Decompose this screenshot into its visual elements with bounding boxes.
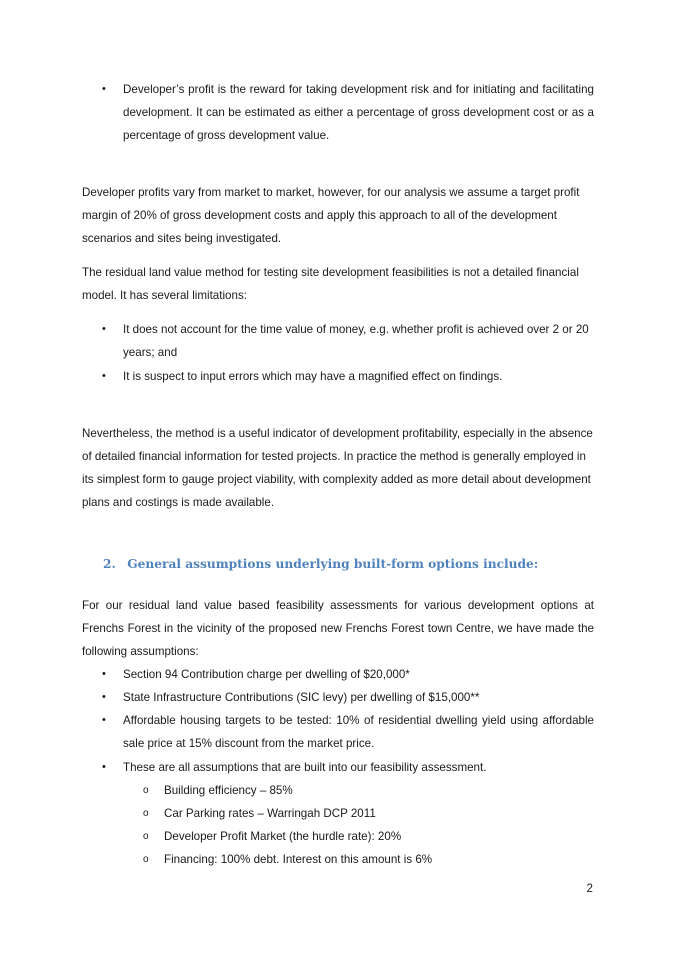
sub-bullet-building-efficiency <box>143 779 593 802</box>
section-title: General assumptions underlying built-form options include: <box>127 557 539 571</box>
bullet-text: Section 94 Contribution charge per dwelling of $20,000* <box>123 668 410 681</box>
bullet-sic-levy <box>82 686 594 709</box>
sub-bullet-text: Building efficiency – 85% <box>164 784 293 797</box>
bullet-icon: • <box>102 761 106 773</box>
bullet-icon: • <box>102 370 106 382</box>
sub-bullet-text: Car Parking rates – Warringah DCP 2011 <box>164 807 376 820</box>
paragraph-developer-profits: Developer profits vary from market to market, however, for our analysis we assume a target profit margin of 20% of gross development costs and apply this approach to all of the development scenarios and sites being investigated. <box>82 186 580 245</box>
bullet-built-in-assumptions <box>82 756 594 779</box>
paragraph-assumptions-intro: For our residual land value based feasibility assessments for various development options at Frenchs Forest in the vicinity of the proposed new Frenchs Forest town Centre, we have made the following assumptions: <box>82 599 594 658</box>
bullet-icon: • <box>102 714 106 726</box>
bullet-icon: • <box>102 668 106 680</box>
bullet-text: It does not account for the time value of money, e.g. whether profit is achieved over 2 or 20 years; and <box>123 323 589 359</box>
sub-bullet-car-parking <box>143 802 593 825</box>
sub-bullet-financing <box>143 848 593 871</box>
bullet-text: These are all assumptions that are built into our feasibility assessment. <box>123 761 487 774</box>
section-heading-general-assumptions <box>103 553 538 576</box>
circle-bullet-icon: o <box>143 808 149 819</box>
bullet-text: It is suspect to input errors which may have a magnified effect on findings. <box>123 370 503 383</box>
circle-bullet-icon: o <box>143 785 149 796</box>
bullet-icon: • <box>102 323 106 335</box>
section-number: 2. <box>103 557 116 571</box>
bullet-limitation-input-errors <box>82 365 594 388</box>
bullet-section-94 <box>82 663 594 686</box>
sub-bullet-developer-profit <box>143 825 593 848</box>
bullet-icon: • <box>102 83 106 95</box>
sub-bullet-text: Financing: 100% debt. Interest on this amount is 6% <box>164 853 433 866</box>
paragraph-residual-land-value: The residual land value method for testing site development feasibilities is not a detailed financial model. It has several limitations: <box>82 266 579 302</box>
circle-bullet-icon: o <box>143 831 149 842</box>
bullet-text: State Infrastructure Contributions (SIC levy) per dwelling of $15,000** <box>123 691 480 704</box>
bullet-icon: • <box>102 691 106 703</box>
bullet-limitation-time-value <box>82 318 594 364</box>
bullet-text: Affordable housing targets to be tested: 10% of residential dwelling yield using affordable sale price at 15% discount from the market price. <box>123 714 594 750</box>
sub-bullet-text: Developer Profit Market (the hurdle rate): 20% <box>164 830 402 843</box>
bullet-text: Developer’s profit is the reward for taking development risk and for initiating and facilitating development. It can be estimated as either a percentage of gross development cost or as a percentage of gross development value. <box>123 83 594 142</box>
bullet-affordable-housing <box>82 709 594 755</box>
page-number: 2 <box>586 882 593 895</box>
paragraph-nevertheless: Nevertheless, the method is a useful indicator of development profitability, especially in the absence of detailed financial information for tested projects. In practice the method is generally employed in its simplest form to gauge project viability, with complexity added as more detail about development plans and costings is made available. <box>82 427 593 509</box>
bullet-developer-profit <box>82 78 594 147</box>
circle-bullet-icon: o <box>143 854 149 865</box>
